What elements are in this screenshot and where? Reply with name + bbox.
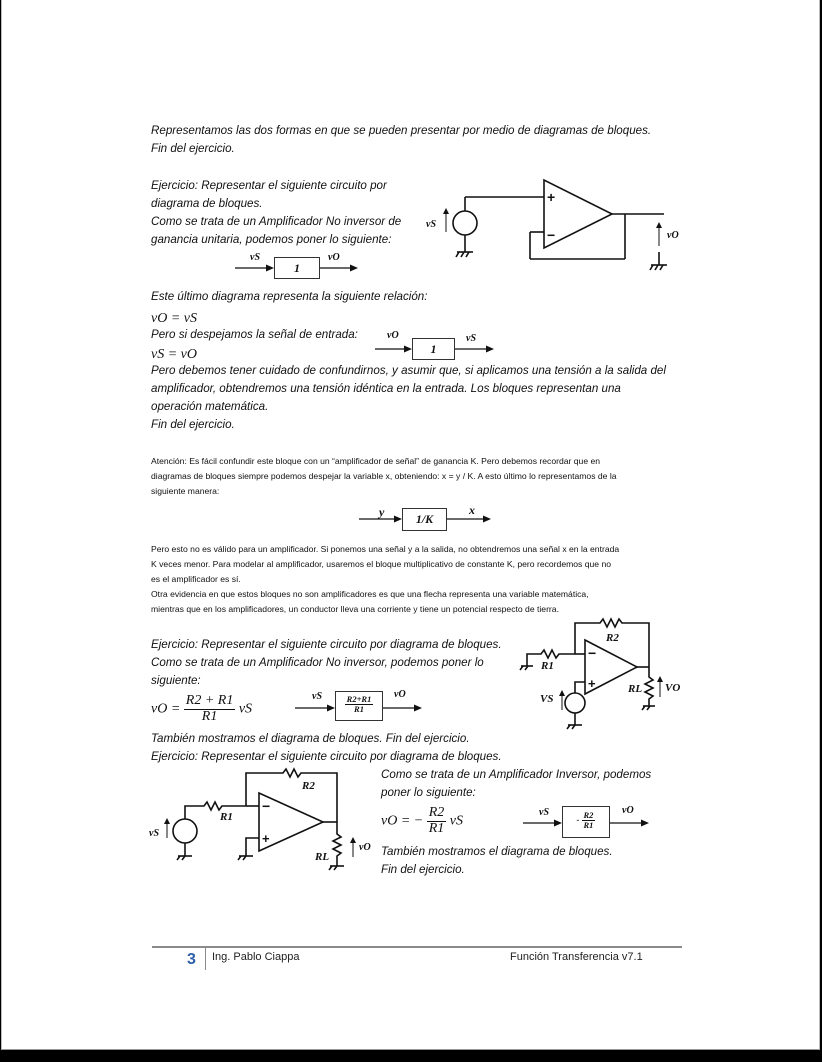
gain-block: 1 xyxy=(274,257,320,279)
equation-fraction xyxy=(184,694,236,724)
exercise-text: Como se trata de un Amplificador No inversor, podemos poner lo xyxy=(151,656,484,669)
note-line: Otra evidencia en que estos bloques no son amplificadores es que una flecha representa una variable matemática, xyxy=(151,589,589,599)
block-numerator: R2 xyxy=(583,810,594,820)
equation-lhs: vO = − xyxy=(381,813,424,829)
paragraph-line: Fin del ejercicio. xyxy=(151,142,235,155)
despeje-text: Pero si despejamos la señal de entrada: xyxy=(151,328,358,341)
paragraph-line: Fin del ejercicio. xyxy=(151,418,235,431)
fraction-denominator: R1 xyxy=(428,820,445,836)
svg-text:+: + xyxy=(588,676,596,691)
fraction-numerator: R2 xyxy=(428,805,445,820)
rl-label: RL xyxy=(315,851,330,863)
equation: vS = vO xyxy=(151,347,197,362)
svg-text:−: − xyxy=(588,645,597,661)
vo-label: vO xyxy=(359,842,371,853)
footer-author: Ing. Pablo Ciappa xyxy=(212,951,300,963)
footer-doc-title: Función Transferencia v7.1 xyxy=(510,951,643,963)
equation-inverting xyxy=(381,806,463,836)
gain-block xyxy=(335,691,383,721)
relation-intro: Este último diagrama representa la siguiente relación: xyxy=(151,290,428,303)
paragraph-line: Representamos las dos formas en que se pueden presentar por medio de diagramas de bloques. xyxy=(151,124,652,137)
exercise-text: siguiente: xyxy=(151,674,201,687)
input-label: y xyxy=(379,505,385,519)
fraction-numerator: R2 + R1 xyxy=(185,693,234,708)
exercise-end: Fin del ejercicio. xyxy=(381,863,465,876)
output-label: vO xyxy=(328,252,340,263)
r1-label: R1 xyxy=(220,811,233,823)
paragraph-line: Pero debemos tener cuidado de confundirnos, y asumir que, si aplicamos una tensión a la salida del xyxy=(151,364,666,377)
output-label: x xyxy=(469,503,475,517)
exercise-text: ganancia unitaria, podemos poner lo siguiente: xyxy=(151,233,392,246)
output-label: vO xyxy=(622,805,634,816)
rl-label: RL xyxy=(628,683,643,695)
r2-label: R2 xyxy=(302,780,315,792)
svg-text:−: − xyxy=(262,798,271,814)
exercise-text: Ejercicio: Representar el siguiente circuito por diagrama de bloques. xyxy=(151,638,502,651)
equation-rhs: vS xyxy=(238,701,253,717)
equation-fraction xyxy=(427,806,447,836)
note-line: K veces menor. Para modelar al amplificador, usaremos el bloque multiplicativo de constante K, pero recordemos que no xyxy=(151,559,612,569)
exercise-text: poner lo siguiente: xyxy=(381,786,476,799)
output-label: vO xyxy=(394,689,406,700)
block-denominator: R1 xyxy=(583,819,594,830)
gain-block: 1 xyxy=(412,338,455,360)
document-page xyxy=(1,0,820,1050)
input-label: vO xyxy=(387,330,399,341)
exercise-text: También mostramos el diagrama de bloques. xyxy=(381,845,613,858)
paragraph-line: amplificador, obtendremos una tensión idéntica en la entrada. Los bloques representan una xyxy=(151,382,621,395)
fraction-denominator: R1 xyxy=(201,708,218,724)
vs-label: vS xyxy=(149,828,159,839)
note-line: Atención: Es fácil confundir este bloque con un “amplificador de señal” de ganancia K. Pero debemos recordar que en xyxy=(151,456,601,466)
equation: vO = vS xyxy=(151,311,197,326)
r2-label: R2 xyxy=(606,632,619,644)
page-number: 3 xyxy=(187,951,196,968)
exercise-text: Como se trata de un Amplificador No inversor de xyxy=(151,215,402,228)
equation-noninverting xyxy=(151,694,252,724)
r1-label: R1 xyxy=(541,660,554,672)
input-label: vS xyxy=(312,691,322,702)
output-voltage-label: vO xyxy=(667,230,679,241)
footer-separator xyxy=(205,948,206,970)
output-label: vS xyxy=(466,333,476,344)
exercise-title: Ejercicio: Representar el siguiente circuito por diagrama de bloques. xyxy=(151,750,502,763)
note-line: mientras que en los amplificadores, un conductor lleva una corriente y tiene un potencial respecto de tierra. xyxy=(151,604,559,614)
input-label: vS xyxy=(539,807,549,818)
note-line: es el amplificador es sí. xyxy=(151,574,241,584)
block-denominator: R1 xyxy=(354,703,364,714)
input-label: vS xyxy=(250,252,260,263)
paragraph-line: operación matemática. xyxy=(151,400,269,413)
gain-block: 1/K xyxy=(402,508,447,531)
block-numerator: R2+R1 xyxy=(346,694,372,704)
source-label: vS xyxy=(426,219,436,230)
equation-rhs: vS xyxy=(449,813,463,829)
block-sign: - xyxy=(576,814,580,825)
note-line: diagramas de bloques siempre podemos despejar la variable x, obteniendo: x = y / K. A esto último lo representamos de la xyxy=(151,471,617,481)
exercise-text: Ejercicio: Representar el siguiente circuito por xyxy=(151,179,387,192)
exercise-text: Como se trata de un Amplificador Inversor, podemos xyxy=(381,768,652,781)
vs-label: VS xyxy=(540,693,554,705)
note-line: siguiente manera: xyxy=(151,486,220,496)
svg-text:+: + xyxy=(547,189,556,205)
gain-block xyxy=(562,806,610,838)
svg-text:−: − xyxy=(547,227,556,243)
exercise-text: diagrama de bloques. xyxy=(151,197,263,210)
vo-label: VO xyxy=(665,682,681,694)
svg-text:+: + xyxy=(262,831,270,846)
exercise-end: También mostramos el diagrama de bloques. Fin del ejercicio. xyxy=(151,732,470,745)
note-line: Pero esto no es válido para un amplificador. Si ponemos una señal y a la salida, no obtendremos una señal x en la entrada xyxy=(151,544,620,554)
footer-rule xyxy=(152,946,682,948)
equation-lhs: vO = xyxy=(151,701,181,717)
